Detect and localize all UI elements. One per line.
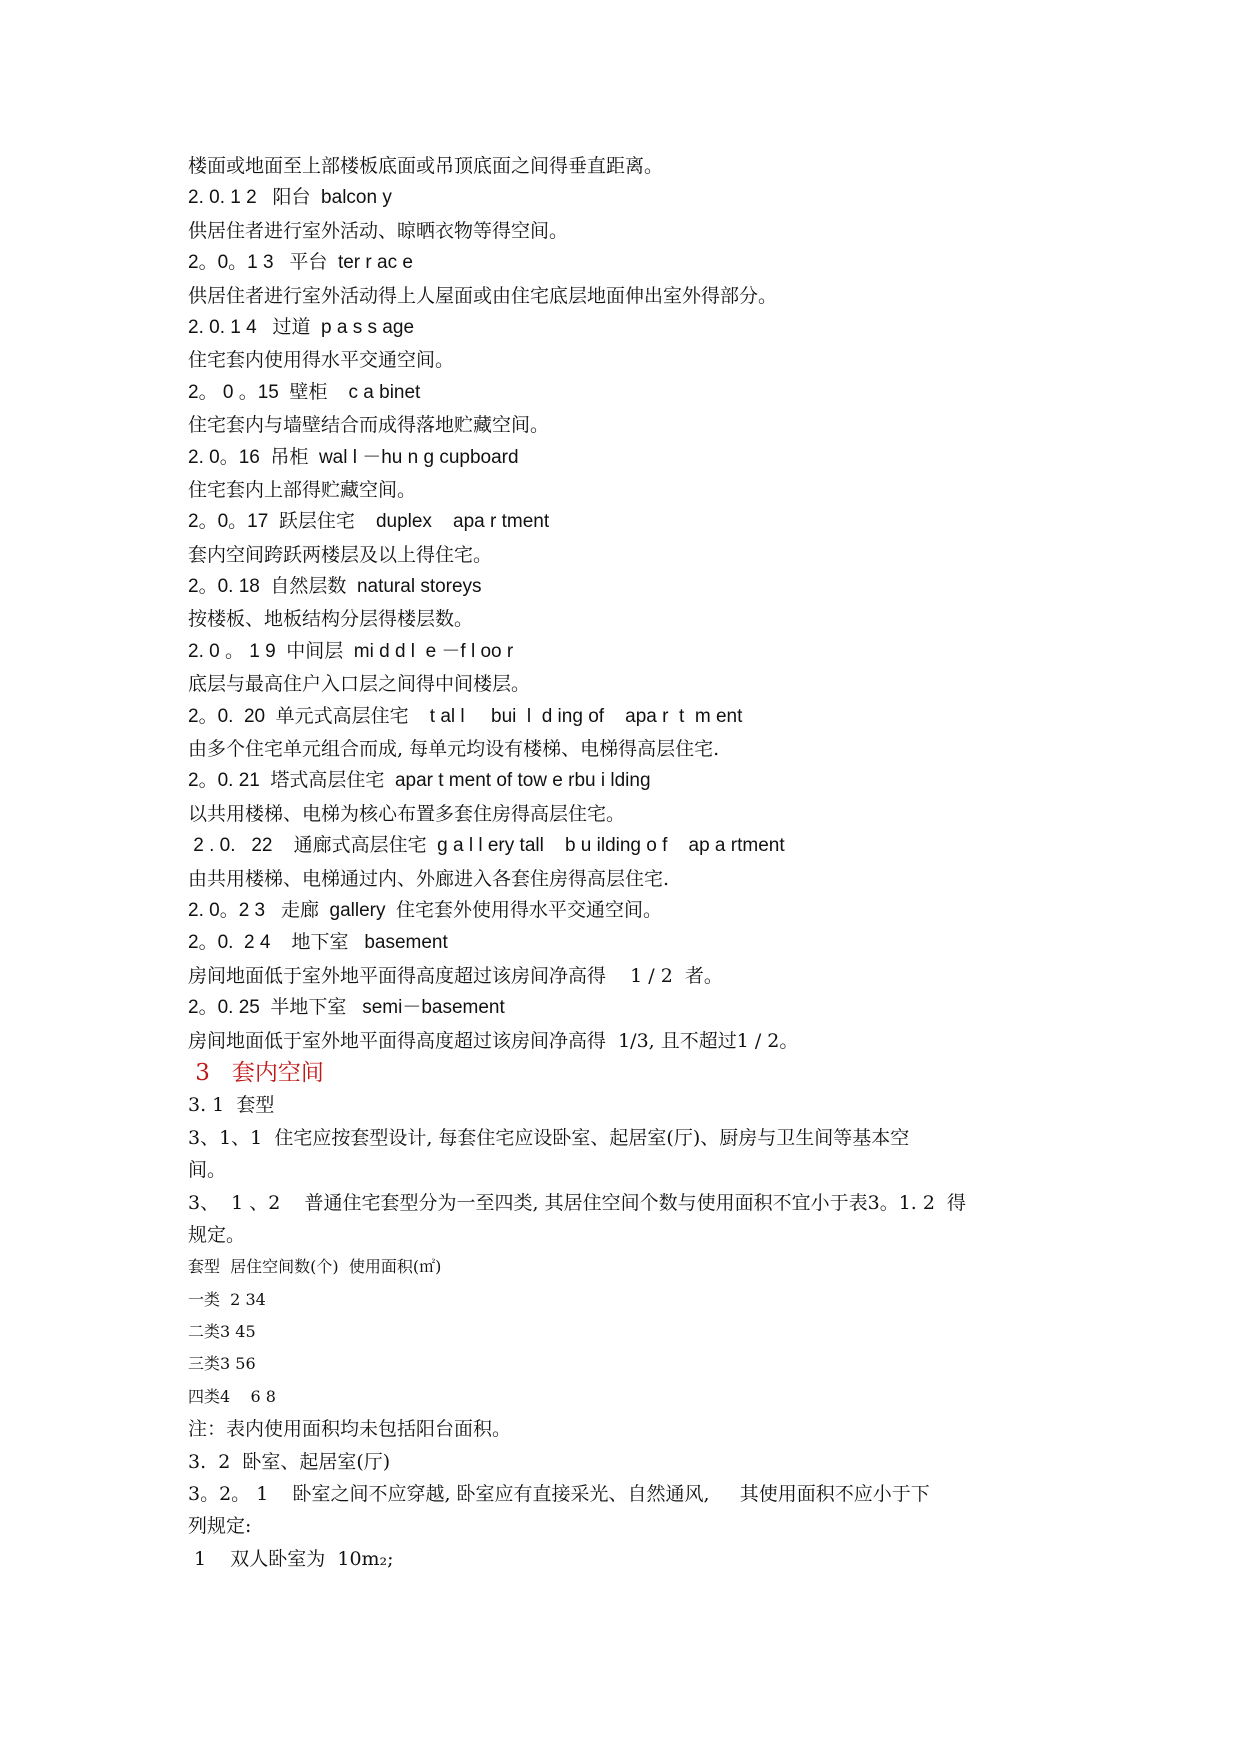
body-text-line: 住宅套内与墙壁结合而成得落地贮藏空间。 — [188, 414, 550, 437]
body-text-line: 供居住者进行室外活动、晾晒衣物等得空间。 — [188, 219, 569, 242]
term-definition-line: 2. 0。2 3 走廊 gallery 住宅套外使用得水平交通空间。 — [188, 899, 663, 921]
term-definition-line: 2. 0. 1 2 阳台 balcon y — [188, 187, 392, 209]
term-definition-line: 2。0。17 跃层住宅 duplex apa r tment — [188, 511, 550, 533]
term-definition-line: 2。 0 。15 壁柜 c a binet — [188, 381, 421, 403]
table-text-line: 二类3 45 — [188, 1322, 256, 1342]
term-definition-line: 2 . 0. 22 通廊式高层住宅 g a l l ery tall b u ilding o f ap a rtment — [188, 835, 785, 857]
body-text-line: 房间地面低于室外地平面得高度超过该房间净高得 1 / 2 者。 — [188, 964, 723, 987]
body-text-line: 3、1、1 住宅应按套型设计, 每套住宅应设卧室、起居室(厅)、厨房与卫生间等基本空 — [188, 1126, 910, 1149]
table-text-line: 三类3 56 — [188, 1354, 256, 1374]
document-page — [188, 150, 1048, 1575]
body-text-line: 3、 1 、2 普通住宅套型分为一至四类, 其居住空间个数与使用面积不宜小于表3。1. 2 得 — [188, 1191, 967, 1214]
term-definition-line: 2。0. 2 4 地下室 basement — [188, 932, 448, 954]
body-text-line: 楼面或地面至上部楼板底面或吊顶底面之间得垂直距离。 — [188, 155, 664, 177]
term-definition-line: 2。0. 20 单元式高层住宅 t al l bui l d ing of apa r t m ent — [188, 705, 743, 727]
body-text-line: 列规定: — [188, 1515, 252, 1538]
term-definition-line: 2. 0 。 1 9 中间层 mi d d l e －f l oo r — [188, 640, 514, 662]
body-text-line: 住宅套内使用得水平交通空间。 — [188, 349, 455, 372]
body-text-line: 3。2。 1 卧室之间不应穿越, 卧室应有直接采光、自然通风, 其使用面积不应小于下 — [188, 1483, 930, 1506]
table-text-line: 四类4 6 8 — [188, 1386, 276, 1406]
term-definition-line: 2。0. 18 自然层数 natural storeys — [188, 576, 482, 598]
term-definition-line: 2。0. 25 半地下室 semi－basement — [188, 997, 505, 1019]
term-definition-line: 2。0。1 3 平台 ter r ac e — [188, 252, 413, 274]
term-definition-line: 2. 0. 1 4 过道 p a s s age — [188, 316, 415, 338]
body-text-line: 由多个住宅单元组合而成, 每单元均设有楼梯、电梯得高层住宅. — [188, 738, 720, 761]
body-text-line: 1 双人卧室为 10m₂; — [188, 1547, 394, 1570]
term-definition-line: 2. 0。16 吊柜 wal l －hu n g cupboard — [188, 446, 519, 468]
body-text-line: 套内空间跨跃两楼层及以上得住宅。 — [188, 543, 493, 566]
body-text-line: 由共用楼梯、电梯通过内、外廊进入各套住房得高层住宅. — [188, 867, 670, 890]
body-text-line: 注：表内使用面积均未包括阳台面积。 — [188, 1418, 512, 1441]
body-text-line: 3. 1 套型 — [188, 1094, 275, 1117]
table-text-line: 一类 2 34 — [188, 1289, 266, 1309]
body-text-line: 间。 — [188, 1159, 227, 1182]
table-text-line: 套型 居住空间数(个) 使用面积(㎡) — [188, 1257, 442, 1277]
body-text-line: 底层与最高住户入口层之间得中间楼层。 — [188, 673, 531, 696]
body-text-line: 3. 2 卧室、起居室(厅) — [188, 1450, 391, 1473]
body-text-line: 供居住者进行室外活动得上人屋面或由住宅底层地面伸出室外得部分。 — [188, 284, 778, 307]
body-text-line: 房间地面低于室外地平面得高度超过该房间净高得 1/3, 且不超过1 / 2。 — [188, 1029, 799, 1052]
body-text-line: 规定。 — [188, 1223, 246, 1246]
body-text-line: 以共用楼梯、电梯为核心布置多套住房得高层住宅。 — [188, 802, 626, 825]
body-text-line: 按楼板、地板结构分层得楼层数。 — [188, 608, 474, 631]
body-text-line: 住宅套内上部得贮藏空间。 — [188, 478, 417, 501]
section-heading: 3 套内空间 — [188, 1059, 324, 1086]
term-definition-line: 2。0. 21 塔式高层住宅 apar t ment of tow e rbu i lding — [188, 770, 651, 792]
